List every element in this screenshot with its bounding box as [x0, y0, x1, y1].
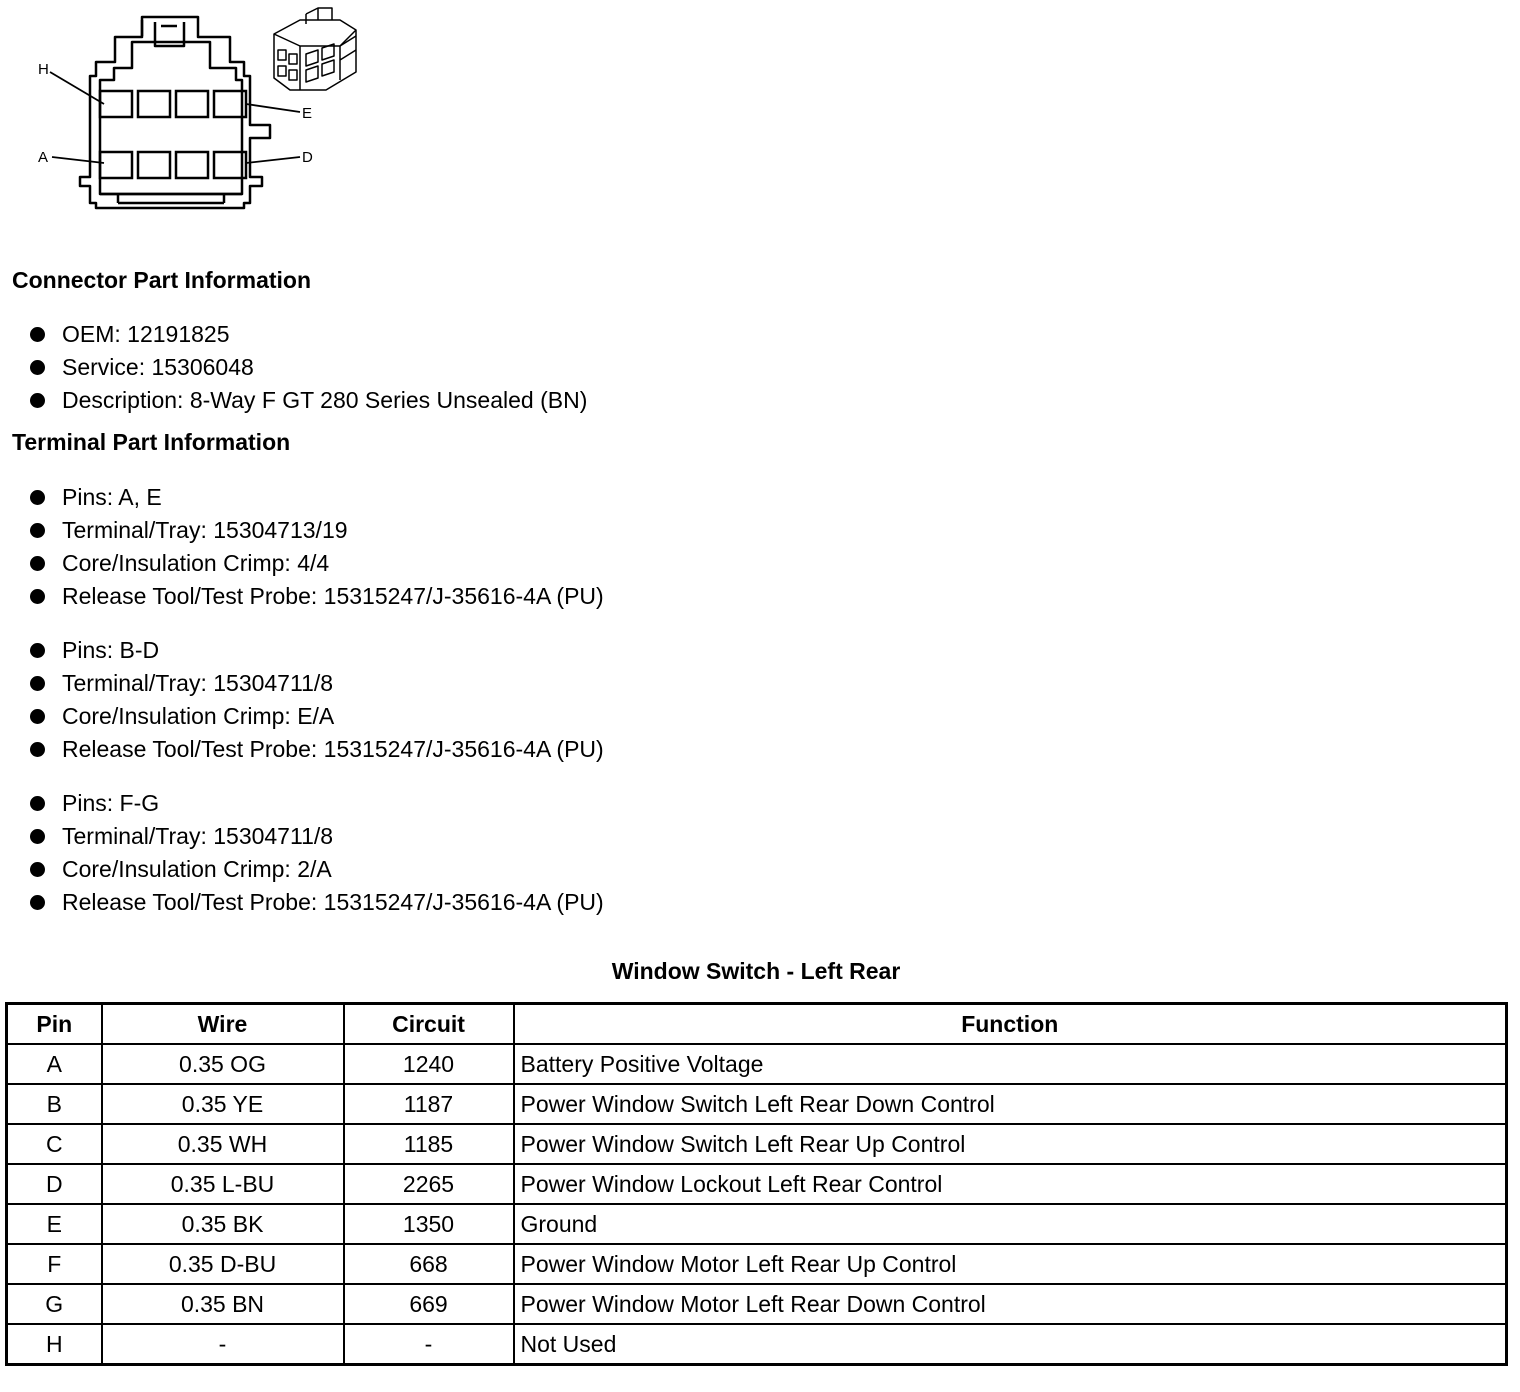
- cell-circuit: 668: [344, 1244, 514, 1284]
- cell-function: Power Window Switch Left Rear Down Control: [514, 1084, 1507, 1124]
- cell-circuit: -: [344, 1324, 514, 1365]
- list-item: Terminal/Tray: 15304711/8: [0, 667, 604, 700]
- table-row: [7, 1324, 1507, 1365]
- table-row: [7, 1084, 1507, 1124]
- cavity-c: [176, 152, 208, 178]
- cell-wire: 0.35 BK: [102, 1204, 344, 1244]
- table-row: [7, 1124, 1507, 1164]
- bullet-icon: [30, 360, 45, 375]
- list-item: Terminal/Tray: 15304711/8: [0, 820, 604, 853]
- cell-function: Power Window Motor Left Rear Up Control: [514, 1244, 1507, 1284]
- cell-function: Ground: [514, 1204, 1507, 1244]
- cell-function: Power Window Switch Left Rear Up Control: [514, 1124, 1507, 1164]
- cavity-a: [100, 152, 132, 178]
- list-item: Pins: F-G: [0, 787, 604, 820]
- cell-function: Not Used: [514, 1324, 1507, 1365]
- header-circuit: Circuit: [344, 1004, 514, 1045]
- bullet-icon: [30, 490, 45, 505]
- cell-function: Battery Positive Voltage: [514, 1044, 1507, 1084]
- cavity-h: [100, 91, 132, 117]
- cavity-b: [138, 152, 170, 178]
- cell-circuit: 1187: [344, 1084, 514, 1124]
- cell-circuit: 1350: [344, 1204, 514, 1244]
- cell-pin: C: [7, 1124, 102, 1164]
- bullet-icon: [30, 742, 45, 757]
- cell-wire: 0.35 WH: [102, 1124, 344, 1164]
- list-item: Terminal/Tray: 15304713/19: [0, 514, 604, 547]
- cell-wire: 0.35 L-BU: [102, 1164, 344, 1204]
- header-pin: Pin: [7, 1004, 102, 1045]
- table-row: [7, 1284, 1507, 1324]
- list-item: Release Tool/Test Probe: 15315247/J-35616-4A (PU): [0, 733, 604, 766]
- table-header-row: [7, 1004, 1507, 1045]
- terminal-group-1: [0, 481, 604, 613]
- list-item: Pins: B-D: [0, 634, 604, 667]
- pin-label-h: H: [38, 61, 49, 78]
- table-row: [7, 1164, 1507, 1204]
- cell-circuit: 2265: [344, 1164, 514, 1204]
- cell-wire: 0.35 YE: [102, 1084, 344, 1124]
- list-item: Pins: A, E: [0, 481, 604, 514]
- list-item: Service: 15306048: [0, 351, 587, 384]
- terminal-group-3: [0, 787, 604, 919]
- list-item: Core/Insulation Crimp: 4/4: [0, 547, 604, 580]
- table-row: [7, 1244, 1507, 1284]
- bullet-icon: [30, 829, 45, 844]
- list-item: Release Tool/Test Probe: 15315247/J-35616-4A (PU): [0, 580, 604, 613]
- cell-function: Power Window Motor Left Rear Down Control: [514, 1284, 1507, 1324]
- bullet-icon: [30, 643, 45, 658]
- cell-pin: A: [7, 1044, 102, 1084]
- header-function: Function: [514, 1004, 1507, 1045]
- cell-wire: 0.35 OG: [102, 1044, 344, 1084]
- connector-diagram: [0, 0, 380, 230]
- list-item: Core/Insulation Crimp: 2/A: [0, 853, 604, 886]
- pin-label-e: E: [302, 105, 313, 122]
- list-item: Core/Insulation Crimp: E/A: [0, 700, 604, 733]
- connector-info-list: [0, 318, 587, 417]
- list-item: OEM: 12191825: [0, 318, 587, 351]
- cell-pin: F: [7, 1244, 102, 1284]
- bullet-icon: [30, 393, 45, 408]
- list-item: Description: 8-Way F GT 280 Series Unsealed (BN): [0, 384, 587, 417]
- header-wire: Wire: [102, 1004, 344, 1045]
- table-row: [7, 1204, 1507, 1244]
- cell-pin: B: [7, 1084, 102, 1124]
- pin-label-d: D: [302, 149, 313, 166]
- pin-label-a: A: [38, 149, 49, 166]
- cell-pin: E: [7, 1204, 102, 1244]
- table-row: [7, 1044, 1507, 1084]
- cell-function: Power Window Lockout Left Rear Control: [514, 1164, 1507, 1204]
- connector-info-title: Connector Part Information: [12, 267, 312, 293]
- cell-pin: G: [7, 1284, 102, 1324]
- cell-circuit: 1240: [344, 1044, 514, 1084]
- cell-pin: H: [7, 1324, 102, 1365]
- bullet-icon: [30, 796, 45, 811]
- list-item: Release Tool/Test Probe: 15315247/J-35616-4A (PU): [0, 886, 604, 919]
- cell-wire: 0.35 D-BU: [102, 1244, 344, 1284]
- terminal-info-title: Terminal Part Information: [12, 429, 291, 455]
- cavity-f: [176, 91, 208, 117]
- cavity-g: [138, 91, 170, 117]
- table-title: Window Switch - Left Rear: [611, 958, 901, 984]
- terminal-group-2: [0, 634, 604, 766]
- cell-pin: D: [7, 1164, 102, 1204]
- bullet-icon: [30, 709, 45, 724]
- bullet-icon: [30, 523, 45, 538]
- bullet-icon: [30, 676, 45, 691]
- bullet-icon: [30, 895, 45, 910]
- pin-table: [5, 1002, 1508, 1366]
- connector-iso-thumbnail: [274, 8, 356, 90]
- cell-circuit: 669: [344, 1284, 514, 1324]
- bullet-icon: [30, 862, 45, 877]
- cell-circuit: 1185: [344, 1124, 514, 1164]
- cell-wire: 0.35 BN: [102, 1284, 344, 1324]
- cell-wire: -: [102, 1324, 344, 1365]
- bullet-icon: [30, 556, 45, 571]
- bullet-icon: [30, 327, 45, 342]
- bullet-icon: [30, 589, 45, 604]
